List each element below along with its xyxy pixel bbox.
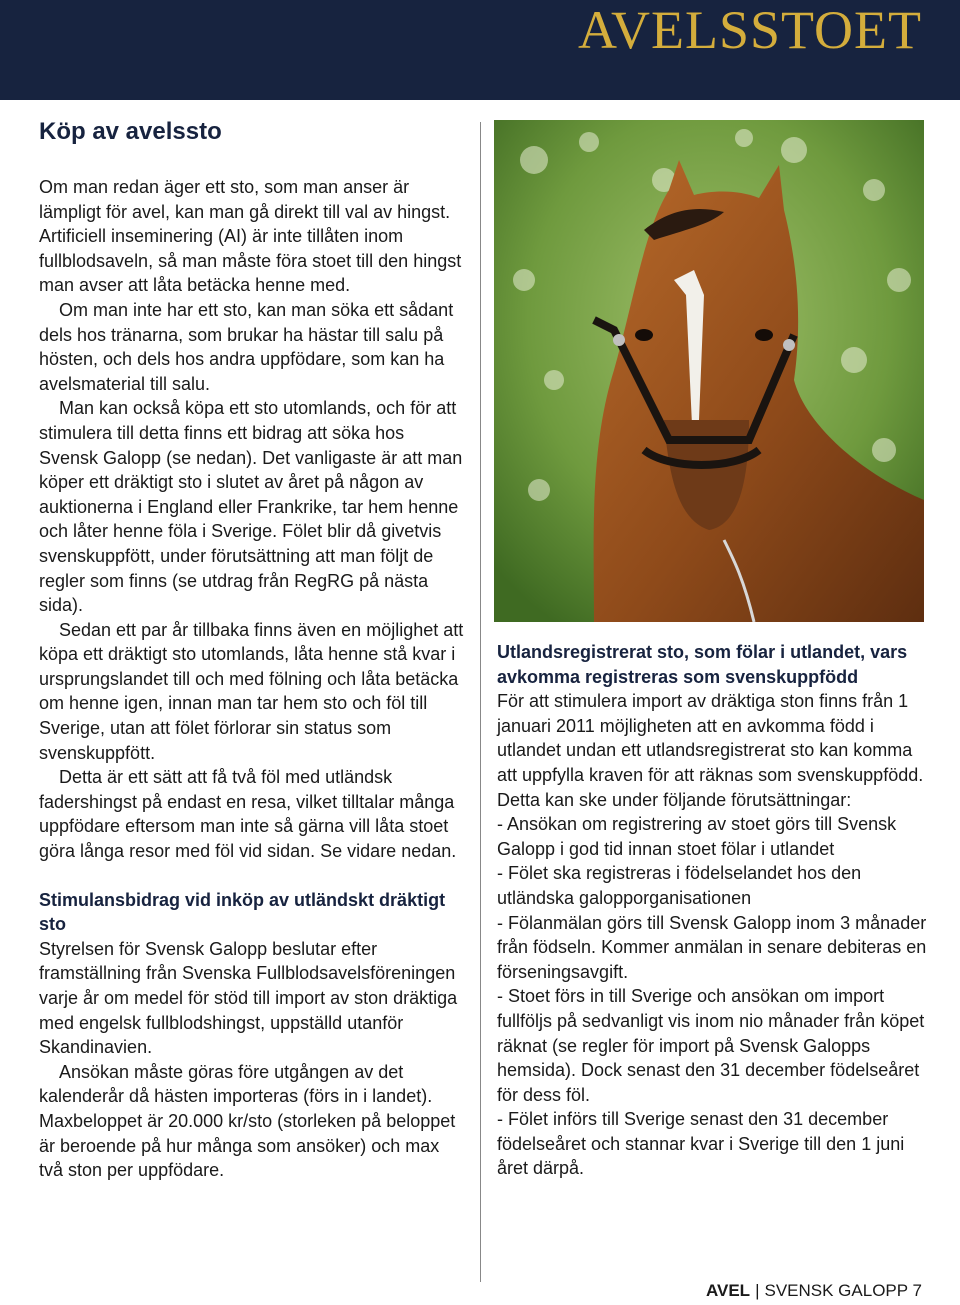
column-divider (480, 122, 481, 1282)
subheading: Utlandsregistrerat sto, som fölar i utlandet, vars avkomma registreras som svenskuppfödd (497, 642, 908, 687)
article-heading: Köp av avelssto (39, 118, 222, 145)
paragraph: Sedan ett par år tillbaka finns även en möjlighet att köpa ett dräktigt sto utomlands, låta henne stå kvar i ursprungslandet till och med fölning och låta betäcka om henne igen, innan man tar hem sto och föl till Sverige, utan att fölet förlorar sin status som svenskuppfött. (39, 619, 464, 763)
paragraph: Styrelsen för Svensk Galopp beslutar efter framställning från Svenska Fullblodsavelsföreningen varje år om medel för stöd till import av ston dräktiga med engelsk fullblodshingst, uppställd utanför Skandinavien. (39, 938, 458, 1058)
paragraph: Om man inte har ett sto, kan man söka ett sådant dels hos tränarna, som brukar ha hästar till salu på hösten, och dels hos andra uppfödare, som kan ha avelsmaterial till salu. (39, 299, 454, 394)
paragraph: Om man redan äger ett sto, som man anser är lämpligt för avel, kan man gå direkt till val av hingst. Artificiell inseminering (AI) är inte tillåten inom fullblodsaveln, så man måste föra stoet till den hingst man avser att låta betäcka henne med. (39, 177, 462, 296)
paragraph: Ansökan måste göras före utgången av det kalenderår då hästen importeras (förs in i landet). Maxbeloppet är 20.000 kr/sto (storleken på beloppet är beroende på hur många som ansöker) och max två ston per uppfödare. (39, 1061, 456, 1181)
left-column (39, 118, 464, 1183)
horse-photo (494, 120, 924, 622)
list-item: - Stoet förs in till Sverige och ansökan om import fullföljs på sedvanligt vis inom nio månader från köpet räknat (se regler för import på Svensk Galopps hemsida). Dock senast den 31 december födelseåret för dess föl. (497, 986, 925, 1105)
right-column (497, 640, 927, 1181)
list-item: - Fölet ska registreras i födelselandet hos den utländska galopporganisationen (497, 863, 862, 908)
paragraph: Man kan också köpa ett sto utomlands, och för att stimulera till detta finns ett bidrag att söka hos Svensk Galopp (se nedan). Det vanligaste är att man köper ett dräktigt sto i slutet av året på någon av auktionerna i England eller Frankrike, tar hem henne och låter henne föla i Sverige. Fölet blir då givetvis svenskuppfött, under förutsättning att man följt de regler som finns (se utdrag från RegRG på nästa sida). (39, 398, 463, 616)
subheading: Stimulansbidrag vid inköp av utländskt dräktigt sto (39, 889, 446, 935)
list-item: - Ansökan om registrering av stoet görs till Svensk Galopp i god tid innan stoet fölar i utlandet (497, 814, 897, 859)
page-footer (706, 1281, 922, 1301)
list-item: - Fölanmälan görs till Svensk Galopp inom 3 månader från födseln. Kommer anmälan in senare debiteras en förseningsavgift. (497, 912, 927, 982)
footer-publication: SVENSK GALOPP (764, 1281, 908, 1300)
list-item: - Fölet införs till Sverige senast den 31 december födelseåret och stannar kvar i Sverige till den 1 juni året därpå. (497, 1109, 905, 1179)
section-title: AVELSSTOET (577, 0, 922, 60)
header-bar (0, 0, 960, 100)
page-number: 7 (912, 1281, 922, 1300)
paragraph: Detta är ett sätt att få två föl med utländsk fadershingst på endast en resa, vilket tilltalar många uppfödare eftersom man inte så gärna vill låta stoet göra långa resor med föl vid sidan. Se vidare nedan. (39, 767, 457, 862)
footer-separator: | (755, 1281, 760, 1300)
paragraph: För att stimulera import av dräktiga ston finns från 1 januari 2011 möjligheten att en avkomma född i utlandet undan ett utlandsregistrerat sto kan komma att uppfylla kraven för att räknas som svenskuppfödd. Detta kan ske under följande förutsättningar: (497, 691, 924, 810)
footer-section: AVEL (705, 1281, 751, 1300)
